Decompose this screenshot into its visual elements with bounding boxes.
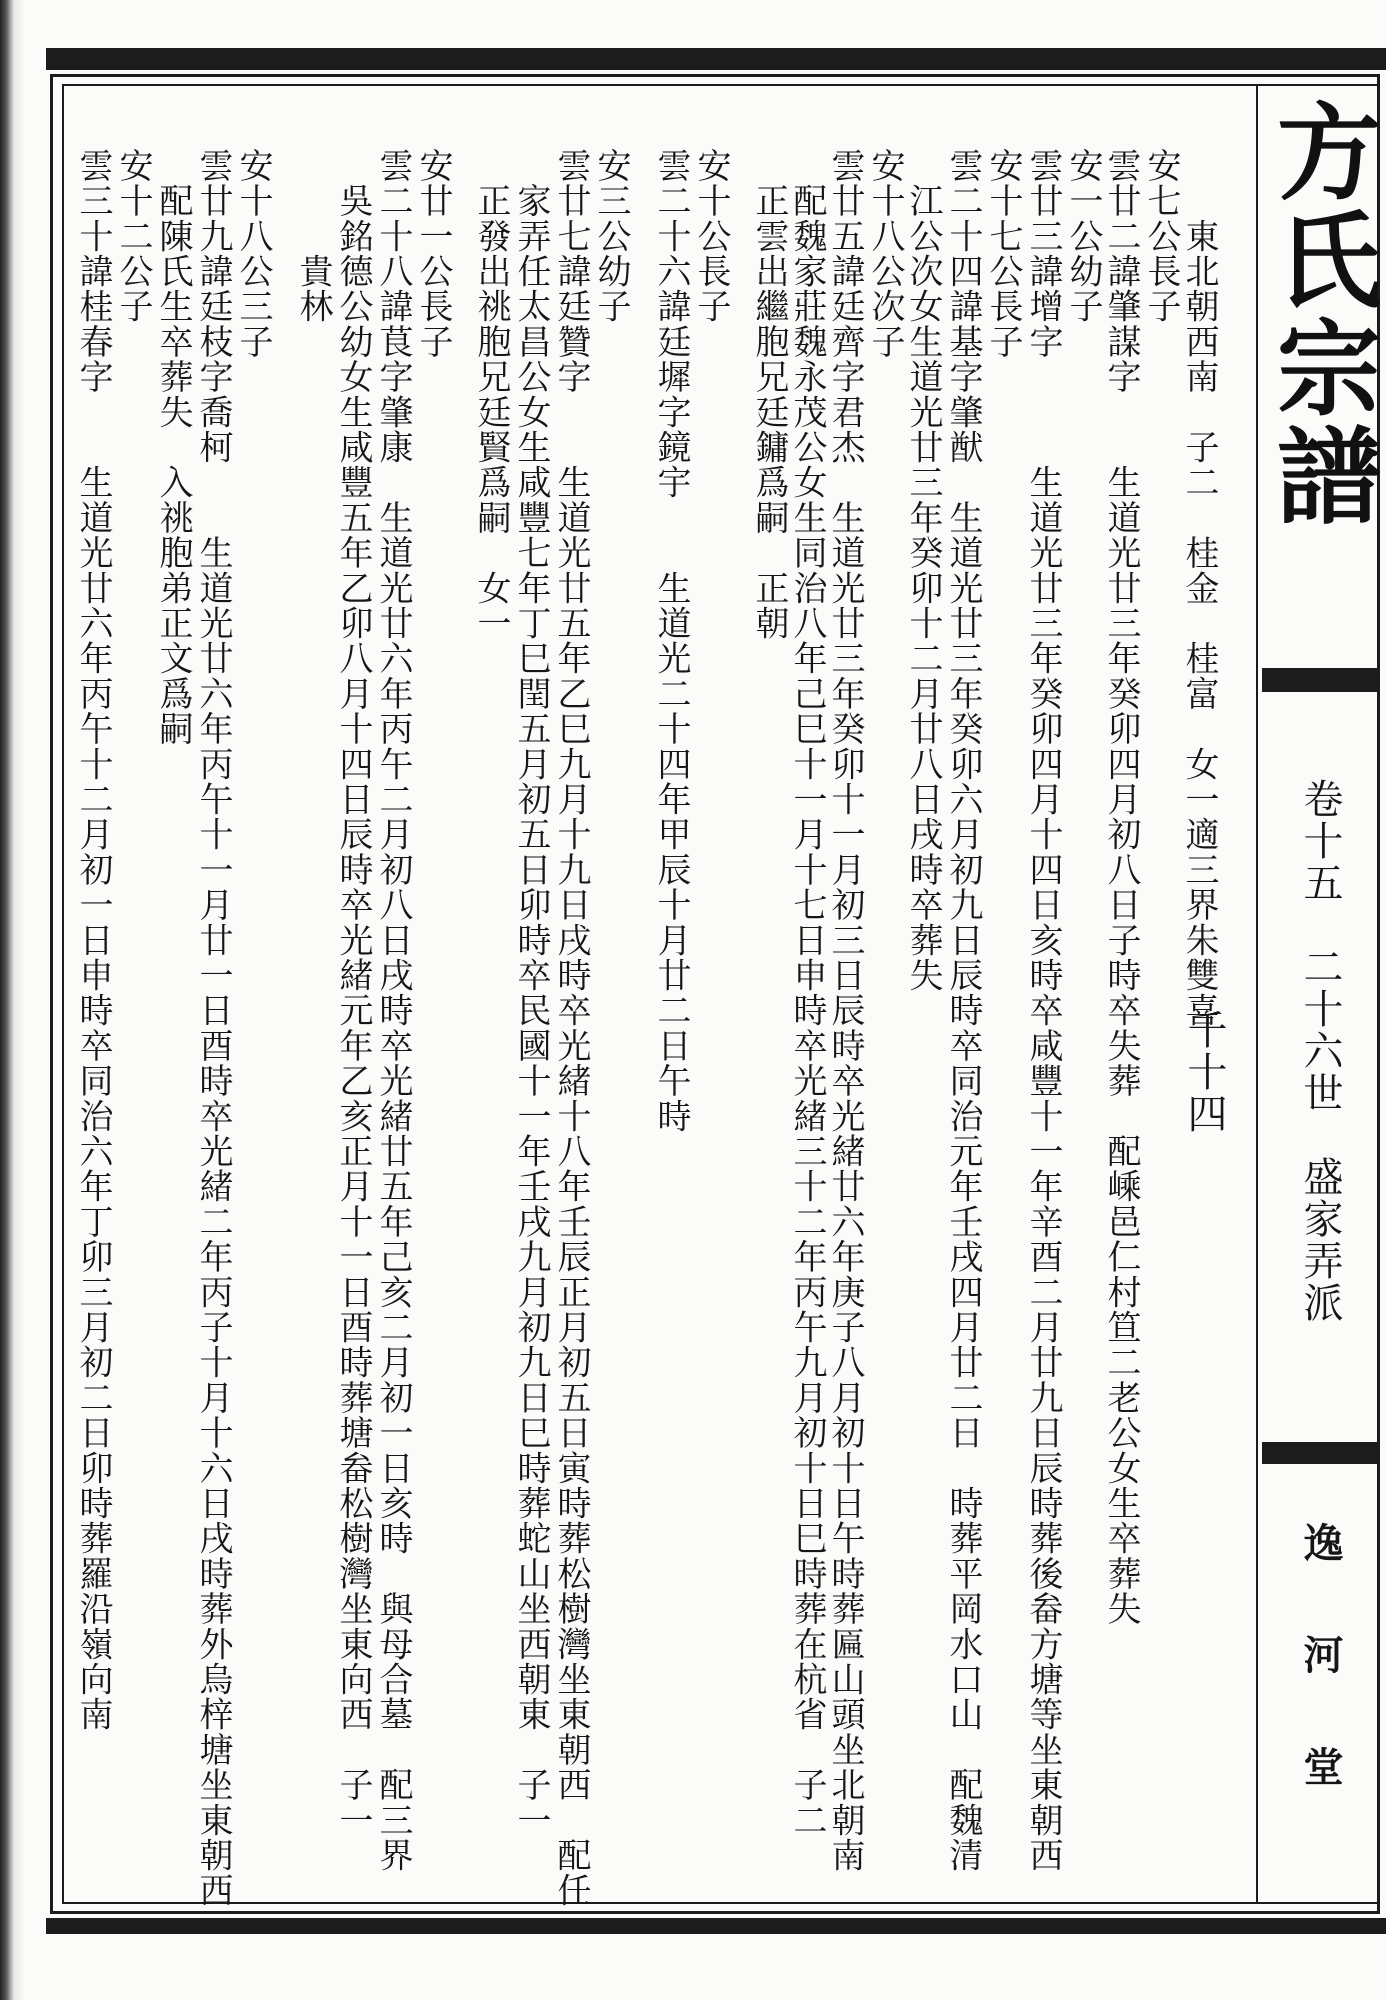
text-column: 正發出祧胞兄廷賢爲嗣 女一 [471,148,511,641]
text-column: 吳銘德公幼女生咸豐五年乙卯八月十四日辰時卒光緒元年乙亥正月十一日酉時葬塘畚松樹灣坐東向西 子一 [333,148,373,1838]
text-column: 配陳氏生卒葬失 入祧胞弟正文爲嗣 [153,148,193,747]
text-column: 雲三十諱桂春字 生道光廿六年丙午十二月初一日申時卒同治六年丁卯三月初二日卯時葬羅沿嶺向南 [73,148,113,1732]
text-column: 安十八公次子 [865,148,905,360]
text-column: 雲廿九諱廷枝字喬柯 生道光廿六年丙午十一月廿一日酉時卒光緒二年丙子十月十六日戌時葬外烏梓塘坐東朝西 [193,148,233,1908]
bottom-border-bar [46,1918,1386,1934]
text-column: 江公次女生道光廿三年癸卯十二月廿八日戌時卒葬失 [903,148,943,993]
text-column: 雲廿七諱廷贊字 生道光廿五年乙巳九月十九日戌時卒光緒十八年壬辰正月初五日寅時葬松樹灣坐東朝西 配任 [551,148,591,1908]
text-column: 安一公幼子 [1063,148,1103,324]
text-column: 安十二公子 [113,148,153,324]
text-column: 安十七公長子 [983,148,1023,360]
page-number: 千十四 [1181,1009,1227,1135]
lower-fishtail-mark [1262,1442,1380,1464]
text-column: 家弄任太昌公女生咸豐七年丁巳閏五月初五日卯時卒民國十一年壬戌九月初九日巳時葬蛇山坐西朝東 子一 [511,148,551,1838]
volume-info [1181,732,1378,1412]
text-column: 安十公長子 [691,148,731,324]
generation-label: 二十六世 [1297,946,1343,1114]
text-column: 雲二十六諱廷墀字鏡宇 生道光二十四年甲辰十月廿二日午時 [651,148,691,1134]
text-column: 東北朝西南 子二 桂金 桂富 女一適三界朱雙喜 [1179,148,1219,1028]
text-column: 雲廿三諱增字 生道光廿三年癸卯四月十四日亥時卒咸豐十一年辛酉二月廿九日辰時葬後畚方塘等坐東朝西 [1023,148,1063,1873]
upper-fishtail-mark [1262,668,1380,692]
branch-name: 盛家弄派 [1297,1156,1343,1324]
book-title: 方氏宗譜 [1259,98,1382,530]
text-column: 正雲出繼胞兄廷鏞爲嗣 正朝 [749,148,789,641]
text-column: 雲二十八諱茛字肇康 生道光廿六年丙午二月初八日戌時卒光緒廿五年己亥二月初一日亥時 與母合墓 配三界 [373,148,413,1873]
text-column: 安七公長子 [1141,148,1181,324]
text-column: 雲二十四諱基字肇猷 生道光廿三年癸卯六月初九日辰時卒同治元年壬戌四月廿二日 時葬平岡水口山 配魏清 [943,148,983,1873]
text-column: 配魏家莊魏永茂公女生同治八年己巳十一月十七日申時卒光緒三十二年丙午九月初十日巳時葬在杭省 子二 [787,148,827,1838]
hall-name: 逸河堂 [1297,1522,1344,1858]
top-border-bar [46,48,1386,70]
volume-number: 卷十五 [1297,778,1343,904]
text-column: 雲廿二諱肇謀字 生道光廿三年癸卯四月初八日子時卒失葬 配嵊邑仁村笪二老公女生卒葬失 [1101,148,1141,1627]
page-edge-shadow [0,0,24,2000]
text-column: 貴林 [293,148,333,324]
text-column: 安十八公三子 [233,148,273,360]
text-column: 雲廿五諱廷齊字君杰 生道光廿三年癸卯十一月初三日辰時卒光緒廿六年庚子八月初十日午時葬匾山頭坐北朝南 [825,148,865,1873]
text-column: 安三公幼子 [591,148,631,324]
text-column: 安廿一公長子 [413,148,453,360]
